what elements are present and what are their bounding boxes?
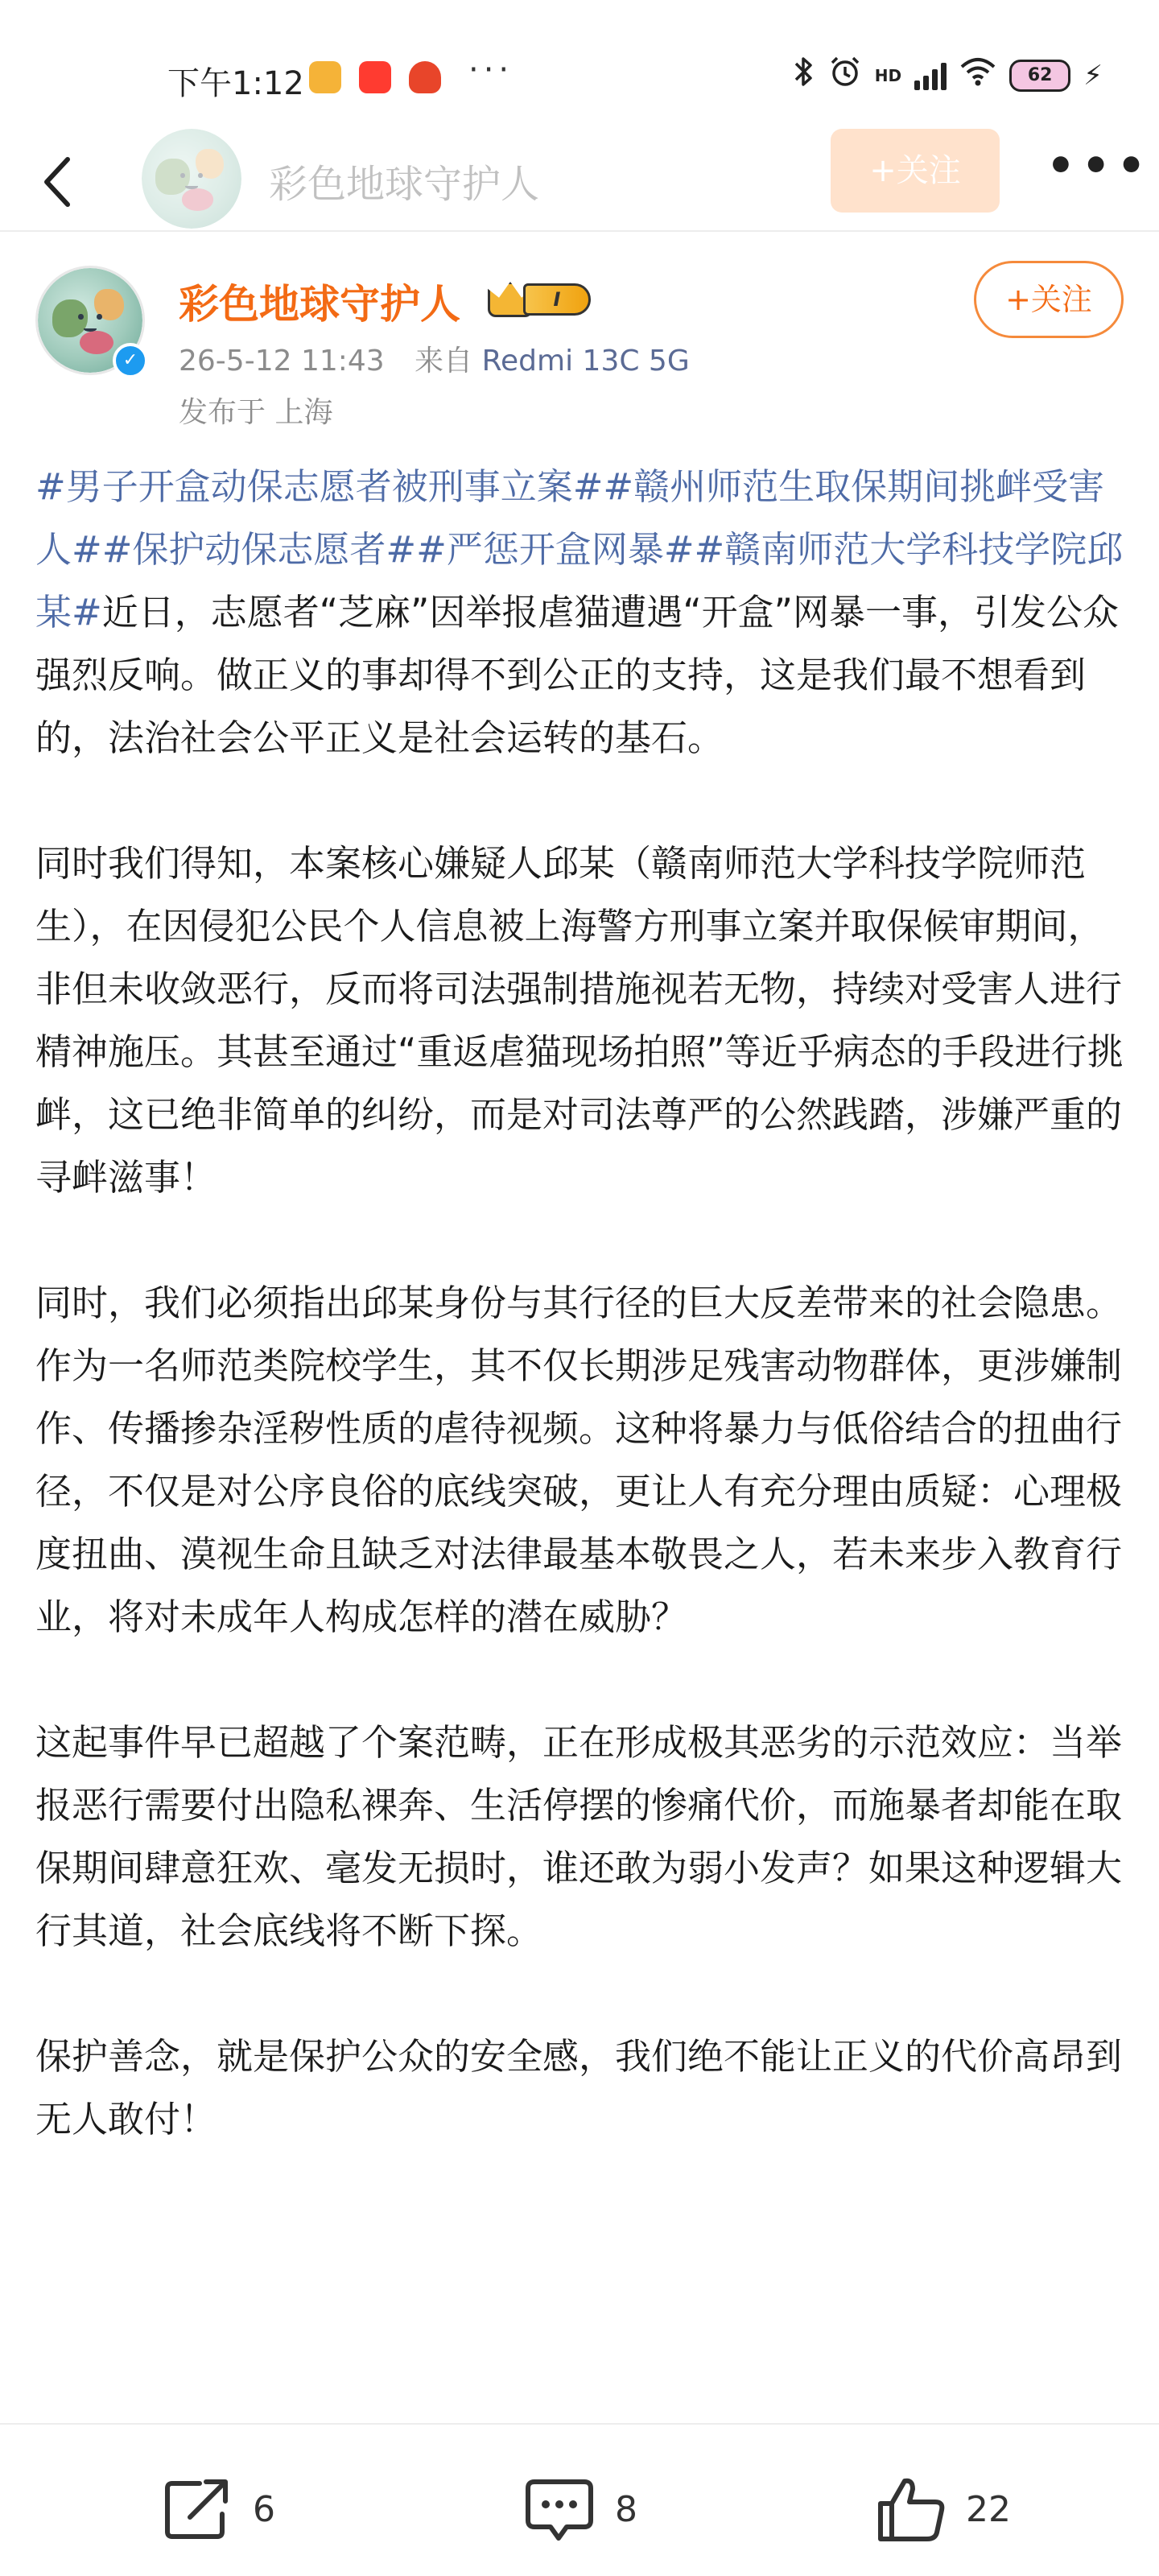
post-paragraph	[35, 1272, 1127, 1649]
follow-button[interactable]: +关注	[974, 261, 1124, 338]
alarm-icon	[828, 55, 862, 96]
charging-icon: ⚡	[1083, 59, 1103, 92]
wifi-icon	[959, 57, 996, 93]
thumbs-up-icon	[874, 2475, 947, 2544]
share-button[interactable]	[161, 2473, 275, 2545]
nav-avatar[interactable]	[142, 129, 241, 229]
comment-icon	[523, 2475, 596, 2543]
member-level-label: I	[523, 283, 591, 316]
post-body	[35, 456, 1127, 2151]
paragraph-text: 保护善念，就是保护公众的安全感，我们绝不能让正义的代价高昂到无人敢付！	[35, 2035, 1123, 2140]
share-count: 6	[253, 2488, 275, 2530]
post-paragraph	[35, 832, 1127, 1209]
post-paragraph	[35, 2025, 1127, 2151]
post-paragraph	[35, 1711, 1127, 1963]
paragraph-text: 这起事件早已超越了个案范畴，正在形成极其恶劣的示范效应：当举报恶行需要付出隐私裸奔、生活停摆的惨痛代价，而施暴者却能在取保期间肆意狂欢、毫发无损时，谁还敢为弱小发声？如果这种逻辑大行其道，社会底线将不断下探。	[35, 1721, 1123, 1952]
nav-follow-button[interactable]: +关注	[831, 129, 1000, 213]
status-bar	[0, 0, 1159, 129]
post-location: 发布于 上海	[179, 396, 333, 429]
nav-title: 彩色地球守护人	[269, 162, 540, 207]
post-header	[0, 233, 1159, 451]
member-level-badge[interactable]	[488, 279, 592, 319]
author-avatar[interactable]	[35, 266, 145, 375]
status-time: 下午1:12	[167, 65, 304, 102]
nav-bar	[0, 129, 1159, 232]
share-icon	[161, 2475, 233, 2543]
notes-app-icon	[309, 61, 341, 93]
verified-badge-icon: ✓	[113, 343, 148, 378]
more-options-icon[interactable]: •••	[1046, 140, 1153, 192]
source-label: 来自	[415, 345, 473, 378]
paragraph-text: 同时，我们必须指出邱某身份与其行径的巨大反差带来的社会隐患。作为一名师范类院校学生，其不仅长期涉足残害动物群体，更涉嫌制作、传播掺杂淫秽性质的虐待视频。这种将暴力与低俗结合的扭曲行径，不仅是对公序良俗的底线突破，更让人有充分理由质疑：心理极度扭曲、漠视生命且缺乏对法律最基本敬畏之人，若未来步入教育行业，将对未成年人构成怎样的潜在威胁？	[35, 1282, 1123, 1638]
paragraph-text: 同时我们得知，本案核心嫌疑人邱某（赣南师范大学科技学院师范生），在因侵犯公民个人信息被上海警方刑事立案并取保候审期间，非但未收敛恶行，反而将司法强制措施视若无物，持续对受害人进行精神施压。其甚至通过“重返虐猫现场拍照”等近乎病态的手段进行挑衅，这已绝非简单的纠纷，而是对司法尊严的公然践踏，涉嫌严重的寻衅滋事！	[35, 842, 1124, 1199]
topic-links[interactable]: #男子开盒动保志愿者被刑事立案##赣州师范生取保期间挑衅受害人##保护动保志愿者##严惩开盒网暴##赣南师范大学科技学院邱某#	[35, 465, 1124, 634]
battery-icon: 62	[1009, 60, 1070, 92]
cell-signal-icon	[914, 61, 947, 90]
comment-count: 8	[615, 2488, 637, 2530]
like-button[interactable]	[874, 2473, 1011, 2545]
author-name[interactable]: 彩色地球守护人	[179, 281, 460, 328]
source-device[interactable]: Redmi 13C 5G	[481, 345, 690, 378]
weibo-app-icon	[359, 61, 391, 93]
globe-avatar-image	[142, 129, 241, 229]
bottom-action-bar	[0, 2423, 1159, 2576]
comment-button[interactable]	[523, 2473, 637, 2545]
paragraph-text: 近日，志愿者“芝麻”因举报虐猫遭遇“开盒”网暴一事，引发公众强烈反响。做正义的事却得不到公正的支持，这是我们最不想看到的，法治社会公平正义是社会运转的基石。	[35, 591, 1119, 759]
more-notifications-icon: ···	[468, 52, 514, 89]
post-meta	[179, 338, 690, 379]
back-arrow-icon[interactable]	[32, 150, 97, 214]
like-count: 22	[966, 2488, 1011, 2530]
post-paragraph	[35, 456, 1127, 770]
post-timestamp: 26-5-12 11:43	[179, 345, 385, 378]
hd-icon: HD	[874, 65, 902, 85]
app-notification-icon	[409, 61, 441, 93]
bluetooth-icon	[791, 56, 815, 95]
